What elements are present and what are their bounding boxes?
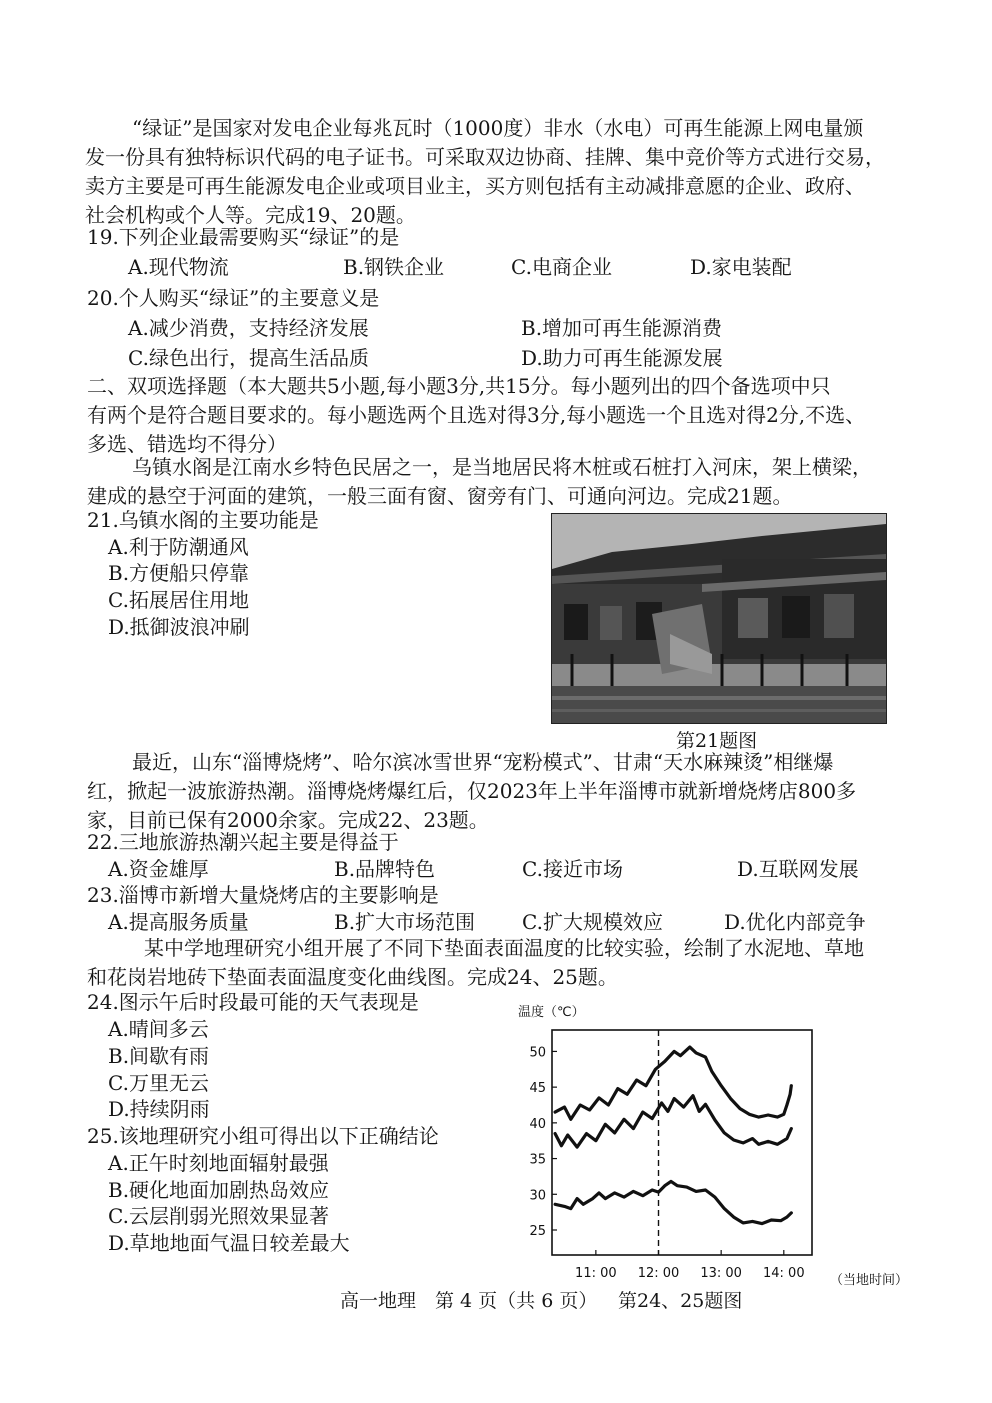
- q22-option-b[interactable]: B.品牌特色: [334, 857, 436, 881]
- chart-y-axis-label: 温度（℃）: [518, 1005, 585, 1020]
- page-footer: 高一地理 第 4 页（共 6 页）: [340, 1290, 598, 1312]
- q21-option-c[interactable]: C.拓展居住用地: [108, 588, 249, 612]
- q24-option-a[interactable]: A.晴间多云: [108, 1017, 209, 1041]
- intro-line: 乌镇水阁是江南水乡特色民居之一，是当地居民将木桩或石桩打入河床，架上横梁，: [132, 455, 872, 479]
- question-25-stem: 25.该地理研究小组可得出以下正确结论: [87, 1124, 439, 1148]
- intro-21: [87, 453, 899, 511]
- q22-option-a[interactable]: A.资金雄厚: [108, 857, 209, 881]
- y-tick-label: 40: [529, 1116, 546, 1132]
- figure-21-caption: 第21题图: [676, 730, 758, 752]
- q22-option-c[interactable]: C.接近市场: [522, 857, 623, 881]
- intro-line: 最近，山东“淄博烧烤”、哈尔滨冰雪世界“宠粉模式”、甘肃“天水麻辣烫”相继爆: [132, 750, 834, 774]
- intro-line: 某中学地理研究小组开展了不同下垫面表面温度的比较实验，绘制了水泥地、草地: [144, 936, 864, 960]
- temperature-series-line-3: [555, 1181, 791, 1223]
- q22-option-d[interactable]: D.互联网发展: [737, 857, 859, 881]
- section-line: 多选、错选均不得分）: [87, 432, 287, 456]
- x-tick-label: 11: 00: [575, 1266, 617, 1281]
- question-21-stem: 21.乌镇水阁的主要功能是: [87, 508, 319, 532]
- q21-option-d[interactable]: D.抵御波浪冲刷: [108, 615, 250, 639]
- q19-option-a[interactable]: A.现代物流: [128, 255, 229, 279]
- question-23-stem: 23.淄博市新增大量烧烤店的主要影响是: [87, 883, 439, 907]
- q24-option-d[interactable]: D.持续阴雨: [108, 1097, 210, 1121]
- q20-option-b[interactable]: B.增加可再生能源消费: [521, 316, 723, 340]
- intro-19-20: [85, 114, 897, 230]
- q21-option-a[interactable]: A.利于防潮通风: [108, 535, 249, 559]
- intro-line: 家，目前已保有2000余家。完成22、23题。: [87, 808, 489, 832]
- q23-option-b[interactable]: B.扩大市场范围: [334, 910, 476, 934]
- question-22-stem: 22.三地旅游热潮兴起主要是得益于: [87, 830, 399, 854]
- intro-line: 卖方主要是可再生能源发电企业或项目业主，买方则包括有主动减排意愿的企业、政府、: [85, 174, 865, 198]
- x-tick-label: 13: 00: [700, 1266, 742, 1281]
- question-19-stem: 19.下列企业最需要购买“绿证”的是: [87, 225, 400, 249]
- intro-line: 和花岗岩地砖下垫面表面温度变化曲线图。完成24、25题。: [87, 965, 618, 989]
- chart-x-axis-label: （当地时间）: [830, 1273, 909, 1288]
- q24-option-b[interactable]: B.间歇有雨: [108, 1044, 210, 1068]
- intro-line: 发一份具有独特标识代码的电子证书。可采取双边协商、挂牌、集中竞价等方式进行交易，: [85, 145, 885, 169]
- q24-option-c[interactable]: C.万里无云: [108, 1071, 209, 1095]
- y-tick-label: 45: [529, 1081, 546, 1097]
- q23-option-c[interactable]: C.扩大规模效应: [522, 910, 663, 934]
- section-2-header: [87, 372, 899, 459]
- intro-line: 建成的悬空于河面的建筑，一般三面有窗、窗旁有门、可通向河边。完成21题。: [87, 484, 793, 508]
- intro-line: “绿证”是国家对发电企业每兆瓦时（1000度）非水（水电）可再生能源上网电量颁: [132, 116, 864, 140]
- y-tick-label: 30: [529, 1188, 546, 1204]
- section-line: 有两个是符合题目要求的。每小题选两个且选对得3分,每小题选一个且选对得2分,不选、: [87, 403, 866, 427]
- y-tick-label: 50: [529, 1045, 546, 1061]
- q25-option-c[interactable]: C.云层削弱光照效果显著: [108, 1204, 329, 1228]
- temperature-chart: [512, 1000, 912, 1290]
- intro-24-25: [87, 934, 899, 992]
- question-20-stem: 20.个人购买“绿证”的主要意义是: [87, 286, 380, 310]
- intro-line: 红，掀起一波旅游热潮。淄博烧烤爆红后，仅2023年上半年淄博市就新增烧烤店800多: [87, 779, 857, 803]
- temperature-series-line-2: [555, 1096, 791, 1147]
- section-line: 二、双项选择题（本大题共5小题,每小题3分,共15分。每小题列出的四个备选项中只: [87, 374, 831, 398]
- q20-option-c[interactable]: C.绿色出行，提高生活品质: [128, 346, 369, 370]
- y-tick-label: 35: [529, 1152, 546, 1168]
- q21-option-b[interactable]: B.方便船只停靠: [108, 561, 250, 585]
- q25-option-a[interactable]: A.正午时刻地面辐射最强: [108, 1151, 329, 1175]
- intro-22-23: [87, 748, 899, 835]
- q19-option-b[interactable]: B.钢铁企业: [343, 255, 445, 279]
- q25-option-d[interactable]: D.草地地面气温日较差最大: [108, 1231, 350, 1255]
- q19-option-d[interactable]: D.家电装配: [690, 255, 792, 279]
- q20-option-a[interactable]: A.减少消费，支持经济发展: [128, 316, 369, 340]
- intro-line: 社会机构或个人等。完成19、20题。: [85, 203, 416, 227]
- wuzhen-water-pavilion-photo: [551, 513, 887, 724]
- question-24-stem: 24.图示午后时段最可能的天气表现是: [87, 990, 419, 1014]
- x-tick-label: 12: 00: [637, 1266, 680, 1281]
- q20-option-d[interactable]: D.助力可再生能源发展: [521, 346, 723, 370]
- figure-24-25-caption: 第24、25题图: [618, 1290, 743, 1312]
- temperature-series-line-1: [555, 1047, 791, 1119]
- q19-option-c[interactable]: C.电商企业: [511, 255, 612, 279]
- q25-option-b[interactable]: B.硬化地面加剧热岛效应: [108, 1178, 330, 1202]
- y-tick-label: 25: [529, 1224, 546, 1239]
- q23-option-d[interactable]: D.优化内部竞争: [724, 910, 866, 934]
- x-tick-label: 14: 00: [763, 1266, 805, 1281]
- q23-option-a[interactable]: A.提高服务质量: [108, 910, 249, 934]
